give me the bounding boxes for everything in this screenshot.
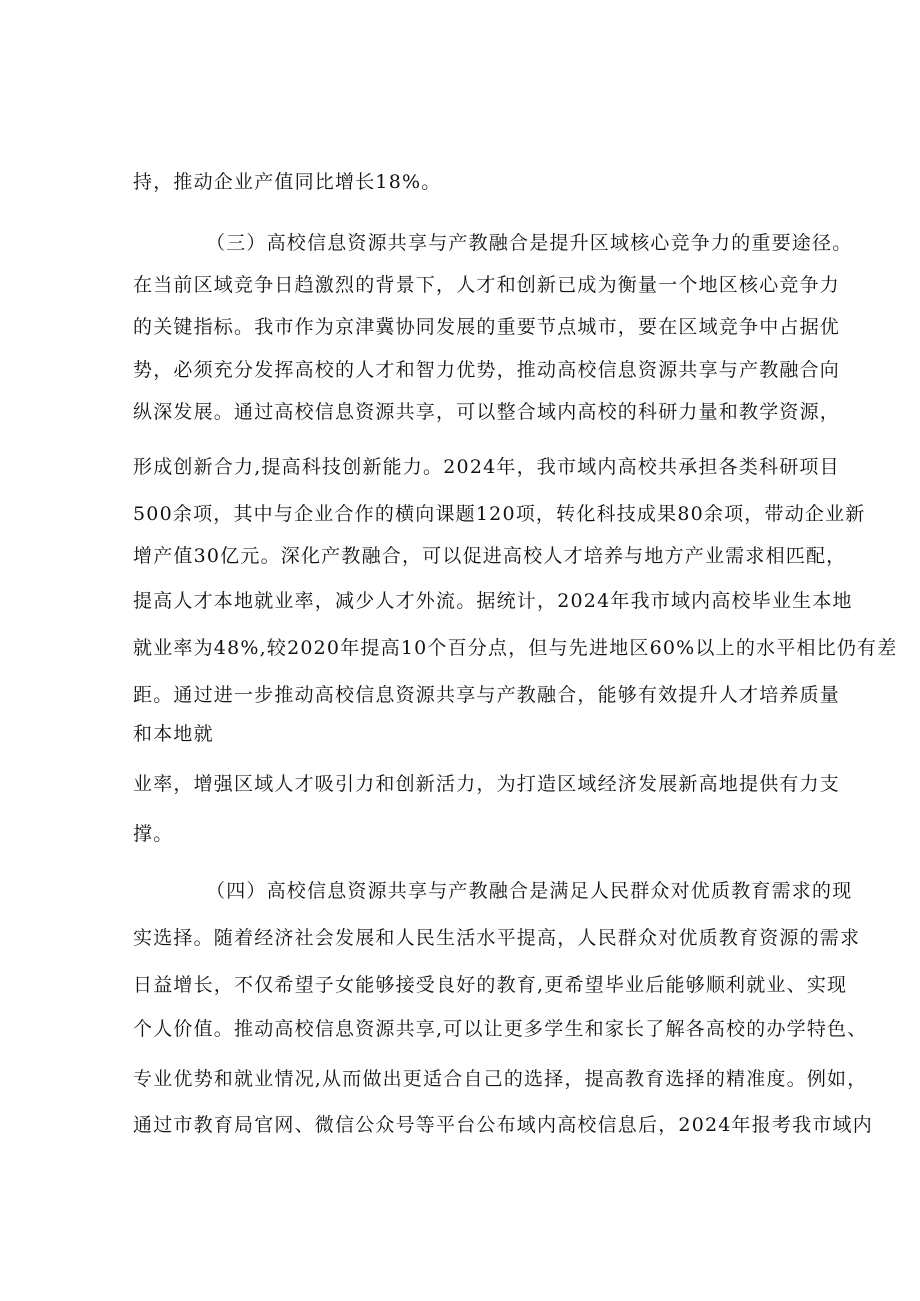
section-4-heading-line: （四）高校信息资源共享与产教融合是满足人民群众对优质教育需求的现 <box>206 880 853 902</box>
section-3-line-10: 就业率为48%,较2020年提高10个百分点，但与先进地区60%以上的水平相比仍有差 <box>133 637 898 659</box>
section-3-line-11: 距。通过进一步推动高校信息资源共享与产教融合，能够有效提升人才培养质量 <box>133 684 841 706</box>
section-3-line-14: 撑。 <box>133 823 174 845</box>
section-3-line-12: 和本地就 <box>133 723 214 745</box>
section-3-line-13: 业率，增强区域人才吸引力和创新活力，为打造区域经济发展新高地提供有力支 <box>133 773 841 795</box>
section-3-line-6: 形成创新合力,提高科技创新能力。2024年，我市域内高校共承担各类科研项目 <box>133 456 840 478</box>
section-3-line-2: 在当前区域竞争日趋激烈的背景下，人才和创新已成为衡量一个地区核心竞争力 <box>133 274 841 296</box>
paragraph-2-line-1: 持，推动企业产值同比增长18%。 <box>133 171 442 193</box>
section-3-line-8: 增产值30亿元。深化产教融合，可以促进高校人才培养与地方产业需求相匹配， <box>133 545 847 567</box>
section-3-heading-line: （三）高校信息资源共享与产教融合是提升区域核心竞争力的重要途径。 <box>206 232 853 254</box>
section-4-line-6: 通过市教育局官网、微信公众号等平台公布域内高校信息后，2024年报考我市域内 <box>133 1114 873 1136</box>
section-4-line-2: 实选择。随着经济社会发展和人民生活水平提高，人民群众对优质教育资源的需求 <box>133 927 861 949</box>
section-4-line-3: 日益增长，不仅希望子女能够接受良好的教育,更希望毕业后能够顺利就业、实现 <box>133 974 848 996</box>
section-4-line-4: 个人价值。推动高校信息资源共享,可以让更多学生和家长了解各高校的办学特色、 <box>133 1018 868 1040</box>
section-3-line-5: 纵深发展。通过高校信息资源共享，可以整合域内高校的科研力量和教学资源， <box>133 401 841 423</box>
section-4-line-5: 专业优势和就业情况,从而做出更适合自己的选择，提高教育选择的精准度。例如， <box>133 1068 868 1090</box>
section-3-line-7: 500余项，其中与企业合作的横向课题120项，转化科技成果80余项，带动企业新 <box>133 503 866 525</box>
section-3-line-3: 的关键指标。我市作为京津冀协同发展的重要节点城市，要在区域竞争中占据优 <box>133 316 841 338</box>
section-3-line-4: 势，必须充分发挥高校的人才和智力优势，推动高校信息资源共享与产教融合向 <box>133 359 841 381</box>
section-3-line-9: 提高人才本地就业率，减少人才外流。据统计，2024年我市域内高校毕业生本地 <box>133 590 853 612</box>
